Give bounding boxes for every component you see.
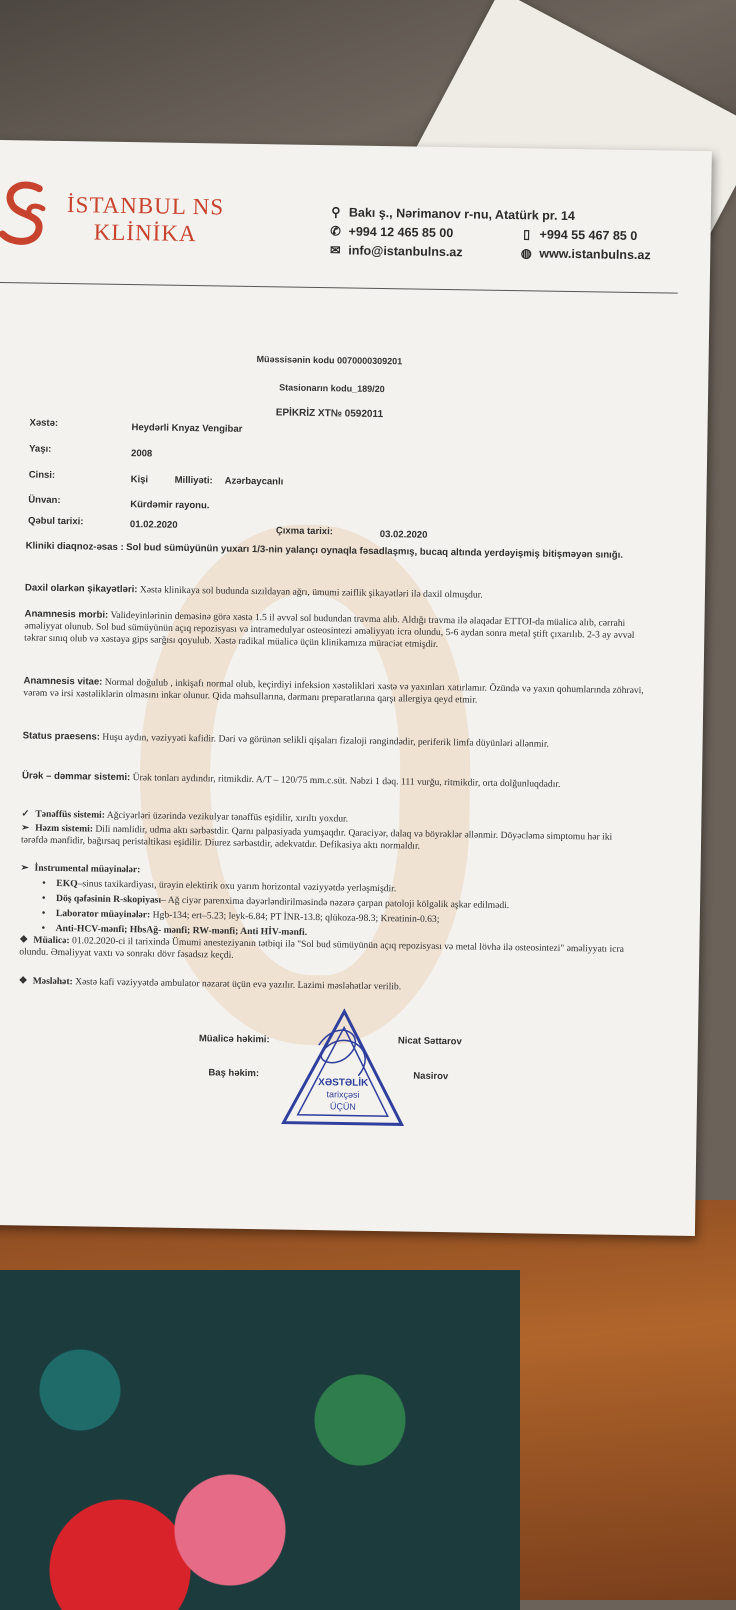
digest-label: Həzm sistemi:	[35, 822, 94, 835]
clinic-name-line2: KLİNİKA	[93, 219, 197, 247]
stationary-code: Stasionarın kodu_189/20	[279, 382, 385, 395]
anamnesis-vitae-section	[23, 675, 653, 709]
patient-sex-label: Cinsi:	[28, 469, 56, 481]
viral-text: Anti-HCV-mənfi; HbsAğ- mənfi; RW-mənfi; Anti HİV-mənfi.	[55, 922, 308, 938]
instrumental-label: İnstrumental müayinələr:	[34, 862, 141, 876]
clinic-phone-1: +994 12 465 85 00	[348, 224, 454, 241]
xray-text: – Ağ ciyər parenxima dəyərləndirilməsində nəzərə çarpan patoloji kölgəlik aşkar edilmədi.	[161, 894, 510, 912]
lab-label: Laborator müayinələr:	[55, 907, 151, 921]
cardio-label: Ürək – dəmmar sistemi:	[21, 770, 131, 784]
status-label: Status praesens:	[22, 730, 101, 743]
bullet-icon: •	[42, 877, 46, 889]
arrow-bullet-icon: ➢	[20, 862, 29, 874]
clinic-website: www.istanbulns.az	[539, 246, 651, 263]
patient-sex: Kişi	[130, 474, 149, 486]
email-icon: ✉	[329, 243, 341, 258]
clinic-name-line1: İSTANBUL NS	[66, 192, 225, 220]
doctor-label: Müalicə həkimi:	[198, 1033, 270, 1046]
ekq-text: –sinus taxikardiyası, ürəyin elektirik oxu yarım horizontal vəziyyətdə yerləşmişdir.	[77, 878, 397, 895]
clinic-contacts	[328, 203, 651, 265]
bullet-icon: •	[42, 892, 46, 904]
xray-label: Döş qəfəsinin R-skopiyası	[56, 892, 162, 906]
patient-address-label: Ünvan:	[28, 494, 61, 506]
admission-date-label: Qəbul tarixi:	[27, 515, 84, 528]
clinic-phone-2: +994 55 467 85 0	[539, 227, 638, 244]
complaints-label: Daxil olarkən şikayətləri:	[24, 582, 138, 596]
diamond-bullet-icon: ❖	[19, 934, 29, 946]
anamnesis-vitae-text: Normal doğulub , inkişafı normal olub, keçirdiyi infeksion xəstəlikləri xəstə və yaxınları xatırlamır. Özündə və yaxın qohumlarında zöhrəvi, vərəm və irsi xəstəliklərin olmasını inkar olunur. Qida məhsullarına, dərmanı preparatlarına qarşı allergiya qeyd etmir.	[23, 676, 644, 706]
doctor-name: Nicat Səttarov	[397, 1035, 462, 1048]
discharge-date-label: Çıxma tarixi:	[275, 525, 334, 538]
patient-address: Kürdəmir rayonu.	[130, 499, 210, 512]
epicrisis-document	[0, 140, 712, 1236]
header-divider	[0, 282, 678, 294]
advice-label: Məsləhət:	[32, 975, 73, 988]
checkmark-icon: ✓	[21, 808, 30, 820]
clinic-logo-icon	[0, 178, 51, 251]
globe-icon: ◍	[520, 246, 532, 261]
digest-text: Dili nəmlidir, udma aktı sərbəstdir. Qarnı palpasiyada yumşaqdır. Qaraciyər, dalaq və böyrəklər əllənmir. Döyəcləmə simptomu hər iki tərəfdə mənfidir, bağırsaq peristaltikası eşidilir. Diurez sərbəstdir, adekvatdır. Defikasiya aktı normaldır.	[20, 823, 613, 852]
patient-age: 2008	[131, 448, 153, 460]
chief-doctor-name: Nasirov	[413, 1070, 449, 1083]
advice-text: Xəstə kafi vəziyyətdə ambulator nəzarət üçün evə yazılır. Lazimi məsləhətlər verilib.	[75, 976, 402, 993]
diagnosis-label: Kliniki diaqnoz-əsas :	[25, 540, 124, 553]
anamnesis-vitae-label: Anamnesis vitae:	[23, 675, 103, 688]
institution-code: Müəssisənin kodu 0070000309201	[256, 354, 403, 367]
official-stamp	[277, 1004, 409, 1131]
mobile-icon: ▯	[523, 227, 531, 242]
discharge-date: 03.02.2020	[379, 529, 428, 541]
admission-date: 01.02.2020	[129, 519, 178, 531]
anamnesis-morbi-label: Anamnesis morbi:	[24, 608, 109, 621]
diagnosis-text: Sol bud sümüyünün yuxarı 1/3-nin yalançı oynaqla fəsadlaşmış, bucaq altında yerdəyişmiş bitişməyən sınığı.	[126, 542, 624, 561]
patient-name: Heydərli Knyaz Vengibar	[131, 422, 243, 435]
complaints-text: Xəstə klinikaya sol budunda sızıldayan ağrı, ümumi zəiflik şikayətləri ilə daxil olmuşdur.	[139, 584, 483, 601]
patient-nationality: Azərbaycanlı	[224, 475, 284, 488]
patient-name-label: Xəstə:	[29, 417, 59, 429]
anamnesis-morbi-section	[24, 608, 654, 654]
location-pin-icon: ⚲	[331, 205, 341, 220]
treatment-label: Müalicə:	[33, 934, 70, 947]
lab-text: Hgb-134; ert–5.23; leyk-6.84; PT İNR-13.8; qlükoza-98.3; Kreatinin-0.63;	[152, 909, 440, 925]
diamond-bullet-icon: ❖	[18, 975, 28, 987]
chief-doctor-label: Baş həkim:	[208, 1067, 260, 1080]
bullet-icon: •	[41, 922, 46, 934]
resp-text: Ağciyərləri üzərində vezikulyar tənəffüs eşidilir, xırıltı yoxdur.	[106, 809, 349, 825]
status-text: Huşu aydın, vəziyyəti kafidir. Dəri və görünən selikli qişaları fizaloji rəngindədir, periferik limfa düyünləri əllənmir.	[102, 731, 550, 750]
cardio-text: Ürək tonları aydındır, ritmikdir. A/T – 120/75 mm.c.süt. Nəbzi 1 dəq. 111 vurğu, ritmikdir, orta dolğunluqdadır.	[132, 772, 561, 790]
clinic-email: info@istanbulns.az	[348, 243, 463, 260]
stamp-line-3: ÜÇÜN	[329, 1101, 356, 1112]
clinic-address: Bakı ş., Nərimanov r-nu, Atatürk pr. 14	[348, 205, 575, 224]
stamp-line-2: tarixçəsi	[326, 1089, 360, 1100]
bullet-icon: •	[41, 907, 46, 919]
anamnesis-morbi-text: Valideyinlərinin deməsinə görə xəstə 1.5 il əvvəl sol budundan travma alıb. Aldığı travma ilə əlaqədar ETTOI-da müalicə alıb, cərrahi əməliyyat olunub. Sol bud sümüyünün açıq repozisyası və intramedulyar osteosintezi əməliyyatı icra olundu, 5-6 aydan sonra metal ştift çıxarılıb. 2-3 ay əvvəl təkrar sınıq olub və xəstəyə gips sarğısı qoyulub. Xəstə radikal müalicə üçün klinikamıza müraciət etmişdir.	[24, 609, 635, 650]
phone-icon: ✆	[330, 224, 341, 239]
patient-age-label: Yaşı:	[29, 443, 52, 455]
treatment-text: 01.02.2020-ci il tarixində Ümumi anesteziyanın tətbiqi ilə "Sol bud sümüyünün açıq repozisyası və metal lövhə ilə osteosintezi" əməliyyatı icra olundu. Əməliyyat vaxtı və sonrakı dövr fəsadsız keçdi.	[19, 935, 624, 961]
document-title: EPİKRİZ XT№ 0592011	[275, 407, 384, 421]
nationality-label: Milliyəti:	[174, 474, 213, 487]
stamp-line-1: XƏSTƏLİK	[318, 1077, 369, 1089]
ekq-label: EKQ	[56, 877, 78, 890]
arrow-bullet-icon: ➢	[21, 822, 30, 834]
background-floral-fabric	[0, 1270, 520, 1610]
clinic-name	[66, 191, 224, 247]
resp-label: Tənəffüs sistemi:	[35, 808, 106, 821]
